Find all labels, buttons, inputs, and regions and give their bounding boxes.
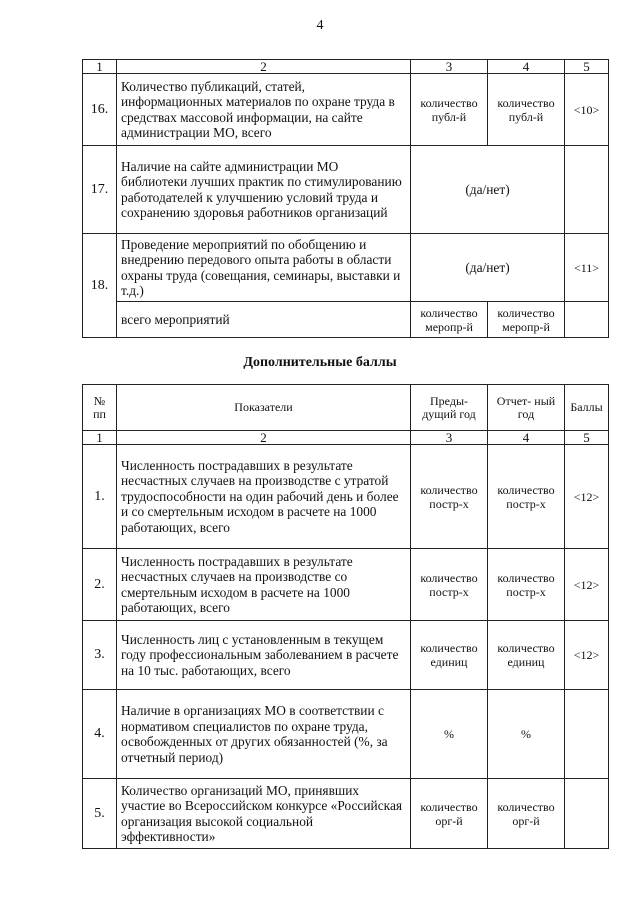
row-indicator: Проведение мероприятий по обобщению и внедрению передового опыта работы в области охраны труда (совещания, семинары, выставки и т.д.) [117,234,411,302]
col-number: 5 [565,431,609,445]
col-number: 1 [83,431,117,445]
row-merged-value: (да/нет) [411,146,565,234]
row-report-value: количество меропр-й [488,302,565,338]
row-number: 16. [83,74,117,146]
row-points: <12> [565,445,609,549]
row-report-value: количество постр-х [488,549,565,621]
row-report-value: количество публ-й [488,74,565,146]
row-points [565,690,609,779]
col-number: 2 [117,60,411,74]
row-number: 3. [83,621,117,690]
row-indicator: Численность пострадавших в результате несчастных случаев на производстве с утратой трудоспособности на один рабочий день и более и со смертельным исходом в расчете на 1000 работающих, всего [117,445,411,549]
table-row [83,779,609,849]
row-indicator: Наличие в организациях МО в соответствии с нормативом специалистов по охране труда, освобожденных от других обязанностей (%, за отчетный период) [117,690,411,779]
col-number: 4 [488,431,565,445]
row-indicator: Количество организаций МО, принявших участие во Всероссийском конкурсе «Российская организация высокой социальной эффективности» [117,779,411,849]
column-number-row [83,60,609,74]
row-number: 17. [83,146,117,234]
row-report-value: количество орг-й [488,779,565,849]
table-row [83,621,609,690]
row-report-value: количество постр-х [488,445,565,549]
header-num: № пп [83,385,117,431]
row-prev-value: количество меропр-й [411,302,488,338]
row-points [565,146,609,234]
column-number-row [83,431,609,445]
row-number: 5. [83,779,117,849]
row-points: <12> [565,549,609,621]
table-row [83,445,609,549]
col-number: 3 [411,60,488,74]
row-report-value: количество единиц [488,621,565,690]
col-number: 1 [83,60,117,74]
row-number: 1. [83,445,117,549]
header-prev-year: Преды- дущий год [411,385,488,431]
col-number: 2 [117,431,411,445]
row-indicator: Наличие на сайте администрации МО библиотеки лучших практик по стимулированию работодателей к улучшению условий труда и сохранению здоровья работников организаций [117,146,411,234]
page-number: 4 [316,18,324,33]
col-number: 3 [411,431,488,445]
table-row [83,146,609,234]
row-indicator: всего мероприятий [117,302,411,338]
table-row [83,234,609,302]
row-prev-value: количество постр-х [411,549,488,621]
row-prev-value: количество публ-й [411,74,488,146]
row-points [565,302,609,338]
row-prev-value: количество единиц [411,621,488,690]
additional-points-table [82,384,609,849]
row-number: 4. [83,690,117,779]
header-report-year: Отчет- ный год [488,385,565,431]
row-report-value: % [488,690,565,779]
row-points [565,779,609,849]
table-row [83,74,609,146]
col-number: 5 [565,60,609,74]
header-points: Баллы [565,385,609,431]
row-points: <11> [565,234,609,302]
header-indicator: Показатели [117,385,411,431]
indicators-table-continued [82,59,609,338]
row-points: <10> [565,74,609,146]
table-row [83,690,609,779]
table-row [83,302,609,338]
col-number: 4 [488,60,565,74]
row-prev-value: % [411,690,488,779]
row-indicator: Численность лиц с установленным в текущем году профессиональным заболеванием в расчете на 10 тыс. работающих, всего [117,621,411,690]
table-row [83,549,609,621]
row-merged-value: (да/нет) [411,234,565,302]
row-indicator: Численность пострадавших в результате несчастных случаев на производстве со смертельным исходом в расчете на 1000 работающих, всего [117,549,411,621]
section-title: Дополнительные баллы [243,355,397,370]
header-row [83,385,609,431]
row-indicator: Количество публикаций, статей, информационных материалов по охране труда в средствах массовой информации, на сайте администрации МО, всего [117,74,411,146]
row-points: <12> [565,621,609,690]
row-prev-value: количество постр-х [411,445,488,549]
row-number: 18. [83,234,117,338]
row-prev-value: количество орг-й [411,779,488,849]
row-number: 2. [83,549,117,621]
